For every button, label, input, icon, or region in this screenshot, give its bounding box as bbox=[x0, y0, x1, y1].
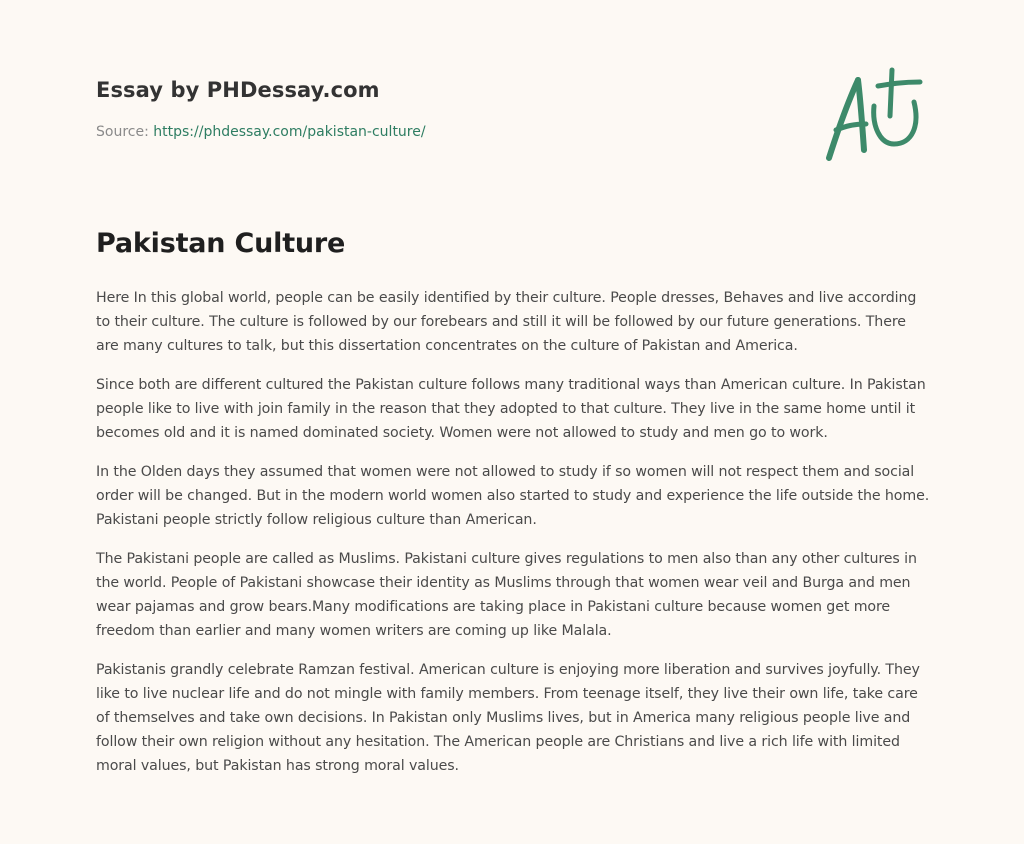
essay-paragraph: In the Olden days they assumed that women were not allowed to study if so women will not respect them and social order will be changed. But in the modern world women also started to study and experience the life outside the home. Pakistani people strictly follow religious culture than American. bbox=[96, 464, 930, 528]
essay-paragraph: Since both are different cultured the Pakistan culture follows many traditional ways than American culture. In Pakistan people like to live with join family in the reason that they adopted to that culture. They live in the same home until it becomes old and it is named dominated society. Women were not allowed to study and men go to work. bbox=[96, 377, 926, 441]
essay-title: Pakistan Culture bbox=[96, 228, 346, 259]
source-link[interactable]: https://phdessay.com/pakistan-culture/ bbox=[153, 124, 426, 140]
essay-body bbox=[96, 286, 930, 793]
a-plus-grade-icon bbox=[822, 66, 932, 166]
site-title: Essay by PHDessay.com bbox=[96, 78, 380, 102]
a-plus-logo-svg bbox=[822, 66, 932, 166]
essay-paragraph: Pakistanis grandly celebrate Ramzan festival. American culture is enjoying more liberation and survives joyfully. They like to live nuclear life and do not mingle with family members. From teenage itself, they live their own life, take care of themselves and take own decisions. In Pakistan only Muslims lives, but in America many religious people live and follow their own religion without any hesitation. The American people are Christians and live a rich life with limited moral values, but Pakistan has strong moral values. bbox=[96, 662, 920, 774]
source-label: Source: bbox=[96, 124, 154, 140]
source-line bbox=[96, 122, 716, 142]
essay-paragraph: The Pakistani people are called as Muslims. Pakistani culture gives regulations to men also than any other cultures in the world. People of Pakistani showcase their identity as Muslims through that women wear veil and Burga and men wear pajamas and grow bears.Many modifications are taking place in Pakistani culture because women get more freedom than earlier and many women writers are coming up like Malala. bbox=[96, 551, 917, 639]
essay-paragraph: Here In this global world, people can be easily identified by their culture. People dresses, Behaves and live according to their culture. The culture is followed by our forebears and still it will be followed by our future generations. There are many cultures to talk, but this dissertation concentrates on the culture of Pakistan and America. bbox=[96, 290, 917, 354]
page-header bbox=[96, 76, 716, 142]
